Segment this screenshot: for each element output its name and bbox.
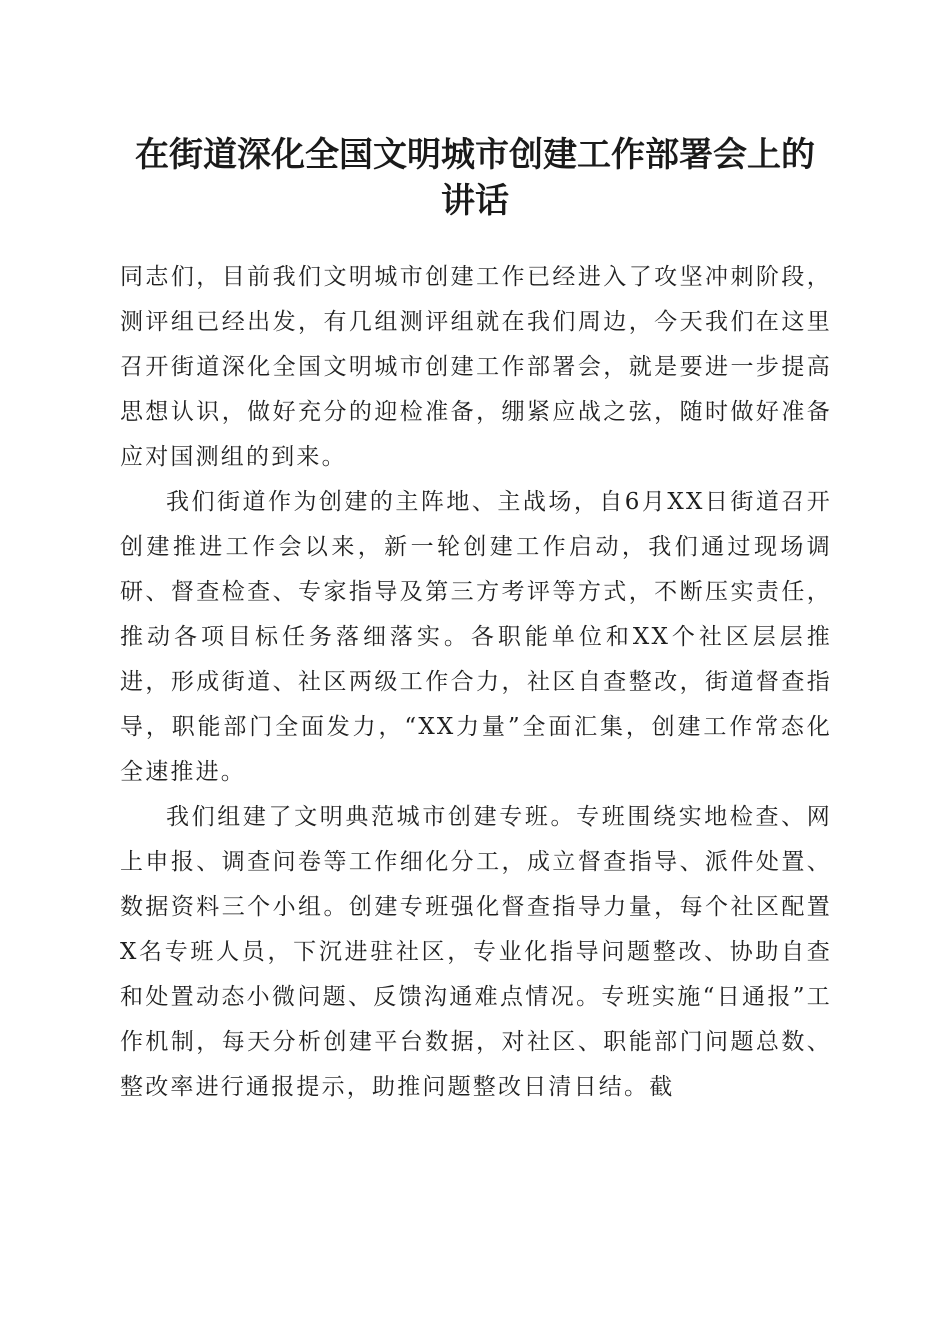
document-body	[120, 255, 832, 1110]
paragraph-progress: 我们街道作为创建的主阵地、主战场，自6月XX日街道召开创建推进工作会以来，新一轮创建工作启动，我们通过现场调研、督查检查、专家指导及第三方考评等方式，不断压实责任，推动各项目标任务落细落实。各职能单位和XX个社区层层推进，形成街道、社区两级工作合力，社区自查整改，街道督查指导，职能部门全面发力，“XX力量”全面汇集，创建工作常态化全速推进。	[120, 489, 833, 785]
document-title	[100, 132, 850, 224]
title-line-2: 讲话	[441, 181, 509, 221]
paragraph-task-force: 我们组建了文明典范城市创建专班。专班围绕实地检查、网上申报、调查问卷等工作细化分工，成立督查指导、派件处置、数据资料三个小组。创建专班强化督查指导力量，每个社区配置X名专班人员，下沉进驻社区，专业化指导问题整改、协助自查和处置动态小微问题、反馈沟通难点情况。专班实施“日通报”工作机制，每天分析创建平台数据，对社区、职能部门问题总数、整改率进行通报提示，助推问题整改日清日结。截	[120, 804, 832, 1100]
title-line-1: 在街道深化全国文明城市创建工作部署会上的	[135, 135, 815, 175]
paragraph-greeting: 同志们，目前我们文明城市创建工作已经进入了攻坚冲刺阶段，测评组已经出发，有几组测评组就在我们周边，今天我们在这里召开街道深化全国文明城市创建工作部署会，就是要进一步提高思想认识，做好充分的迎检准备，绷紧应战之弦，随时做好准备应对国测组的到来。	[120, 264, 832, 470]
